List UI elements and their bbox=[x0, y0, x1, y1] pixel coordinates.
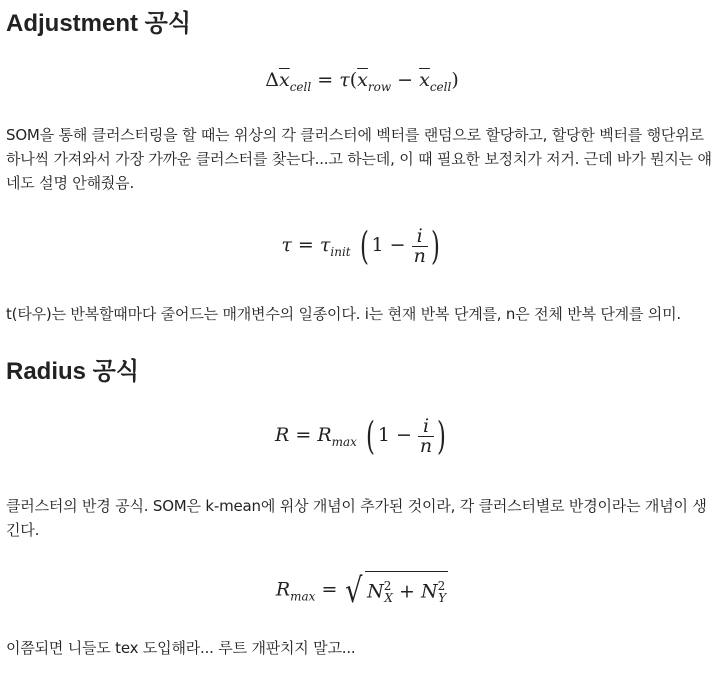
paragraph-closing-remark: 이쯤되면 니들도 tex 도입해라... 루트 개판치지 말고... bbox=[6, 639, 356, 657]
heading-adjustment: Adjustment 공식 bbox=[6, 10, 192, 37]
equation-adjustment: $\Delta\overline{x}_{cell} = \tau(\overline{x}_{row} - \overline{x}_{cell})$ bbox=[265, 69, 459, 94]
equation-rmax: $R_{max}$ = √ $N^2_X + N^2_Y$ bbox=[275, 570, 447, 611]
equation-radius: $R = R_{max}$ ( 1 − $\frac{i}{n}$ ) bbox=[274, 414, 447, 458]
heading-radius: Radius 공식 bbox=[6, 358, 140, 385]
equation-tau: $\tau = \tau_{init}$ ( 1 − $\frac{i}{n}$ ) bbox=[281, 224, 440, 268]
fraction-i-over-n: $\frac{i}{n}$ bbox=[413, 224, 426, 267]
paragraph-radius-description: 클러스터의 반경 공식. SOM은 k-mean에 위상 개념이 추가된 것이라, 각 클러스터별로 반경이라는 개념이 생긴다. bbox=[6, 497, 707, 539]
fraction-i-over-n: $\frac{i}{n}$ bbox=[419, 414, 433, 457]
square-root: √ $N^2_X + N^2_Y$ bbox=[345, 570, 447, 611]
paragraph-adjustment-description: SOM을 통해 클러스터링을 할 때는 위상의 각 클러스터에 벡터를 랜덤으로 할당하고, 할당한 벡터를 행단위로 하나씩 가져와서 가장 가까운 클러스터를 찾는다...고 하는데, 이 때 필요한 보정치가 저거. 근데 바가 뭔지는 얘네도 설명 안해줬음. bbox=[6, 126, 712, 192]
paragraph-tau-description: t(타우)는 반복할때마다 줄어드는 매개변수의 일종이다. i는 현재 반복 단계를, n은 전체 반복 단계를 의미. bbox=[6, 305, 681, 323]
